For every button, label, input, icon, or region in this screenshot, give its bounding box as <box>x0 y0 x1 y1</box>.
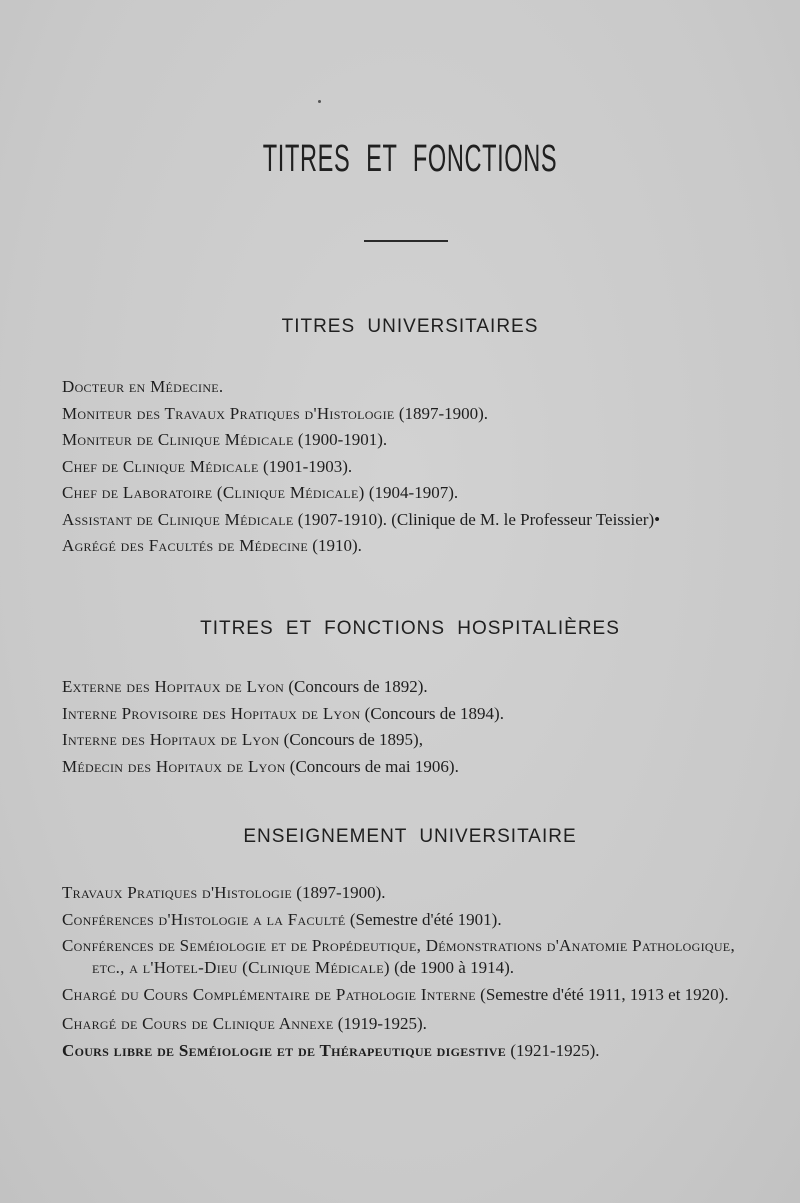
list-enseignement <box>62 880 765 1064</box>
list-item: Conférences d'Histologie a la Faculté (Semestre d'été 1901). <box>62 909 502 929</box>
list-hospitalieres <box>62 674 770 780</box>
section-heading-enseignement: ENSEIGNEMENT UNIVERSITAIRE <box>243 826 577 847</box>
list-titres-universitaires <box>62 374 770 560</box>
list-item: Cours libre de Seméiologie et de Thérapeutique digestive (1921-1925). <box>62 1040 600 1060</box>
list-item: Conférences de Seméiologie et de Propédeutique, Démonstrations d'Anatomie Pathologique, etc., a l'Hotel-Dieu (Clinique Médicale) (de 1900 à 1914). <box>62 936 735 977</box>
list-item: Agrégé des Facultés de Médecine (1910). <box>62 536 362 555</box>
list-item: Interne Provisoire des Hopitaux de Lyon (Concours de 1894). <box>62 703 504 723</box>
title-rule <box>364 240 448 242</box>
list-item: Chef de Laboratoire (Clinique Médicale) (1904-1907). <box>62 483 459 502</box>
speck-mark <box>318 100 321 103</box>
list-item: Externe des Hopitaux de Lyon (Concours de 1892). <box>62 677 428 696</box>
section-heading-hospitalieres: TITRES ET FONCTIONS HOSPITALIÈRES <box>200 618 620 639</box>
list-item: Assistant de Clinique Médicale (1907-1910). (Clinique de M. le Professeur Teissier)• <box>62 509 661 529</box>
list-item: Travaux Pratiques d'Histologie (1897-1900). <box>62 883 386 902</box>
list-item: Moniteur des Travaux Pratiques d'Histologie (1897-1900). <box>62 403 489 423</box>
list-item: Chargé de Cours de Clinique Annexe (1919-1925). <box>62 1014 427 1033</box>
list-item: Moniteur de Clinique Médicale (1900-1901). <box>62 430 388 449</box>
list-item: Chargé du Cours Complémentaire de Pathologie Interne (Semestre d'été 1911, 1913 et 1920). <box>62 985 729 1004</box>
section-heading-titres-universitaires: TITRES UNIVERSITAIRES <box>281 316 539 337</box>
page-title: TITRES ET FONCTIONS <box>262 138 558 180</box>
list-item: Médecin des Hopitaux de Lyon (Concours de mai 1906). <box>62 756 459 776</box>
list-item: Docteur en Médecine. <box>62 377 224 396</box>
list-item: Chef de Clinique Médicale (1901-1903). <box>62 456 353 476</box>
list-item: Interne des Hopitaux de Lyon (Concours de 1895), <box>62 730 423 749</box>
